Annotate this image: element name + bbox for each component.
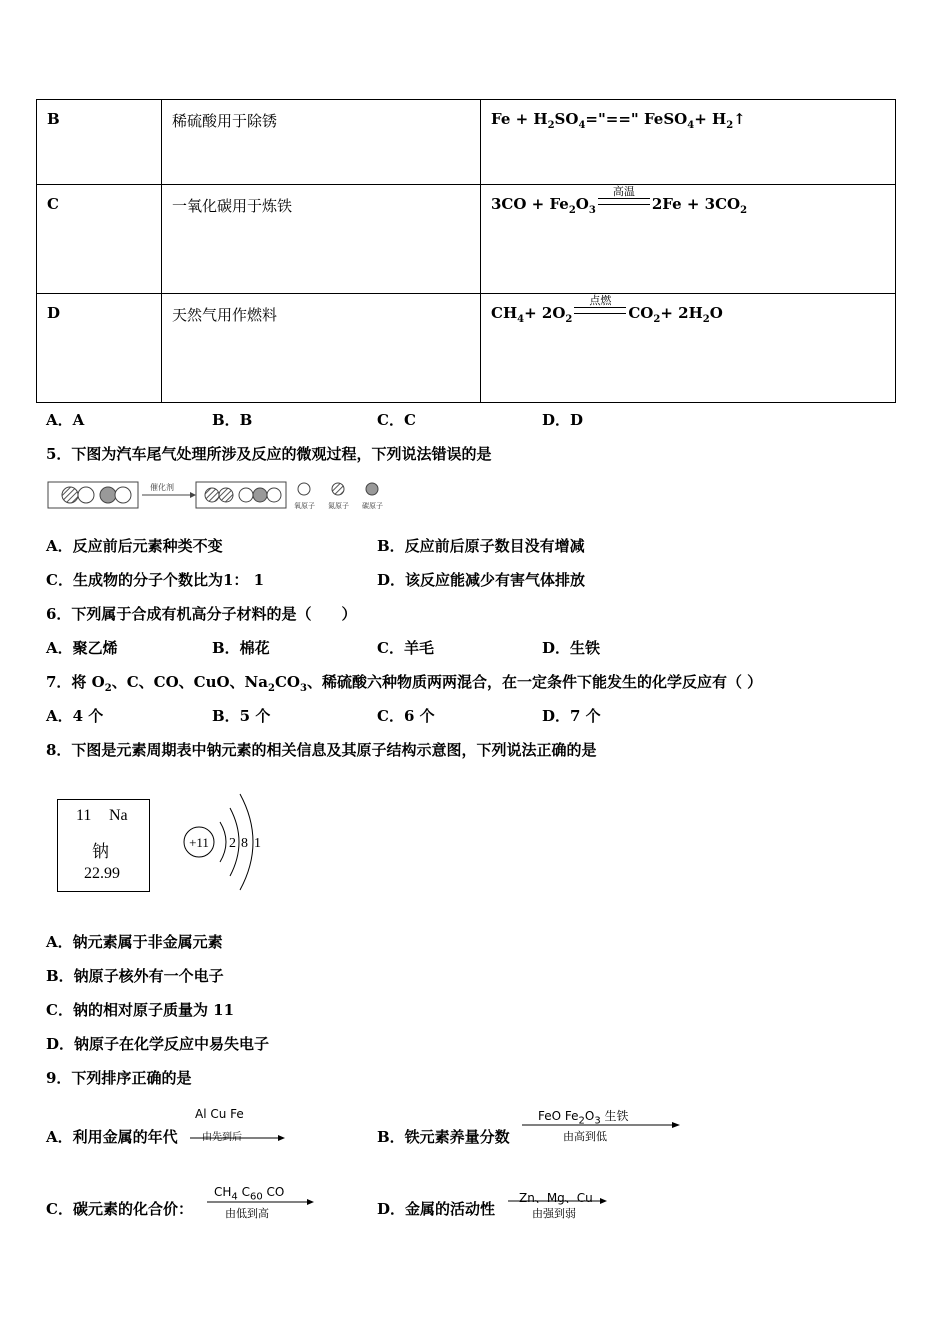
- row-letter: B: [37, 100, 162, 185]
- legend-oxygen: 氧原子: [294, 502, 315, 510]
- q7-option-c: C．6 个: [377, 707, 435, 725]
- shell-1-electrons: 2: [229, 836, 236, 851]
- shell-3-electrons: 1: [254, 836, 261, 851]
- q9-b-direction: 由高到低: [563, 1130, 607, 1143]
- q6-option-c: C．羊毛: [377, 639, 434, 657]
- atomic-mass: 22.99: [84, 865, 120, 882]
- q5-stem: 5．下图为汽车尾气处理所涉及反应的微观过程，下列说法错误的是: [46, 445, 492, 463]
- q8-option-a: A．钠元素属于非金属元素: [46, 933, 223, 951]
- catalyst-label: 催化剂: [150, 483, 174, 492]
- oxygen-atom-icon: [78, 487, 94, 503]
- q9-c-direction: 由低到高: [225, 1207, 269, 1220]
- table-row: [37, 100, 896, 185]
- q7-option-b: B．5 个: [212, 707, 271, 725]
- q5-option-c: C．生成物的分子个数比为1： 1: [46, 571, 265, 589]
- q9-b-items: FeO $Fe_2O_3$ 生铁: [538, 1109, 629, 1127]
- q8-option-c: C．钠的相对原子质量为 11: [46, 1001, 235, 1019]
- row-equation: [481, 185, 896, 294]
- q9-option-b: B．铁元素养量分数: [377, 1128, 510, 1146]
- row-equation: [481, 294, 896, 403]
- carbon-atom-icon: [100, 487, 116, 503]
- q8-stem: 8．下图是元素周期表中钠元素的相关信息及其原子结构示意图，下列说法正确的是: [46, 741, 597, 759]
- q4-option-c: C．C: [377, 411, 416, 429]
- q9-d-direction: 由强到弱: [532, 1207, 576, 1220]
- atom-structure-diagram: [180, 784, 270, 899]
- table-row: [37, 185, 896, 294]
- row-letter: C: [37, 185, 162, 294]
- table-row: [37, 294, 896, 403]
- equation-left: $CH_4+ 2O_2$: [491, 304, 573, 325]
- nucleus-charge: +11: [189, 835, 209, 850]
- q8-option-d: D．钠原子在化学反应中易失电子: [46, 1035, 270, 1053]
- equals-sign: [572, 294, 628, 322]
- q5-option-b: B．反应前后原子数目没有增减: [377, 537, 585, 555]
- carbon-legend-icon: [366, 483, 378, 495]
- equation-left: $3CO + Fe_2O_3$: [491, 195, 596, 216]
- q9-stem: 9．下列排序正确的是: [46, 1069, 192, 1087]
- row-use: 稀硫酸用于除锈: [162, 100, 481, 185]
- legend-nitrogen: 氮原子: [328, 502, 349, 510]
- q8-option-b: B．钠原子核外有一个电子: [46, 967, 224, 985]
- q7-option-d: D．7 个: [542, 707, 601, 725]
- element-name: 钠: [92, 842, 109, 861]
- shell-2-electrons: 8: [241, 836, 248, 851]
- q5-option-a: A．反应前后元素种类不变: [46, 537, 223, 555]
- q4-option-b: B．B: [212, 411, 253, 429]
- q9-option-a: A．利用金属的年代: [46, 1128, 178, 1146]
- equals-sign: [596, 185, 652, 213]
- element-symbol: Na: [109, 807, 128, 824]
- q6-option-b: B．棉花: [212, 639, 270, 657]
- q9-d-items: Zn、Mg、Cu: [519, 1191, 593, 1205]
- q9-option-c: C．碳元素的化合价：: [46, 1200, 193, 1218]
- equation-right: $CO_2+ 2H_2O$: [628, 304, 723, 325]
- q9-c-items: $CH_4$ $C_{60}$ CO: [214, 1185, 285, 1203]
- periodic-cell: [57, 799, 150, 892]
- reaction-condition: 点燃: [589, 294, 612, 307]
- row-letter: D: [37, 294, 162, 403]
- nitrogen-atom-icon: [62, 487, 78, 503]
- row-use: 一氧化碳用于炼铁: [162, 185, 481, 294]
- nitrogen-legend-icon: [332, 483, 344, 495]
- row-equation: $Fe + H_2SO_4="==$" FeSO$_4$+ $H_2↑$: [481, 100, 896, 185]
- q9-a-direction: 由先到后: [202, 1132, 242, 1143]
- oxygen-legend-icon: [298, 483, 310, 495]
- equation-right: $2Fe + 3CO_2$: [651, 195, 748, 216]
- q5-option-d: D．该反应能减少有害气体排放: [377, 571, 586, 589]
- reaction-table: [36, 99, 896, 403]
- q4-option-d: D．D: [542, 411, 584, 429]
- q9-option-d: D．金属的活动性: [377, 1200, 496, 1218]
- row-use: 天然气用作燃料: [162, 294, 481, 403]
- q5-reaction-diagram: [46, 477, 406, 517]
- q6-option-a: A．聚乙烯: [46, 639, 118, 657]
- q7-stem: 7．将 $O_2$、C、CO、CuO、$Na_2CO_3$、稀硫酸六种物质两两混合，在一定条件下能发生的化学反应有（ ）: [46, 673, 763, 694]
- q4-option-a: A．A: [46, 411, 85, 429]
- q6-option-d: D．生铁: [542, 639, 601, 657]
- q6-stem: 6．下列属于合成有机高分子材料的是（ ）: [46, 605, 357, 623]
- reaction-condition: 高温: [612, 185, 635, 198]
- oxygen-atom-icon: [115, 487, 131, 503]
- q9-a-items: Al Cu Fe: [195, 1107, 244, 1121]
- legend-carbon: 碳原子: [362, 502, 383, 510]
- atomic-number: 11: [76, 807, 92, 824]
- q7-option-a: A．4 个: [46, 707, 104, 725]
